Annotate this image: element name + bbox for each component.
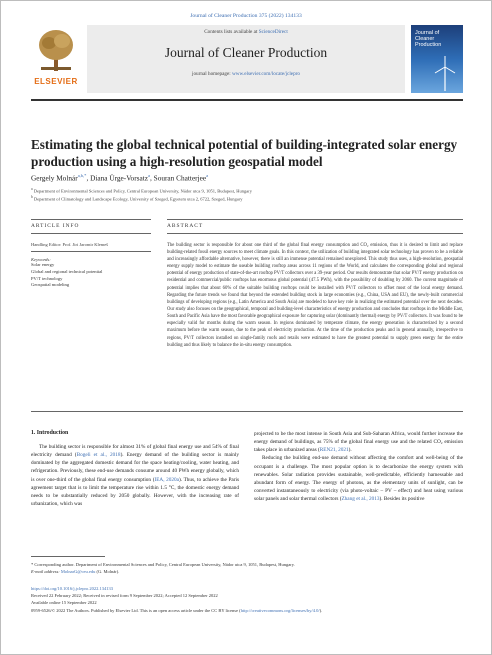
header-rule: [31, 99, 463, 101]
citation-link[interactable]: REN21, 2021: [319, 447, 349, 454]
license-text: 0959-6526/© 2022 The Authors. Published by Elsevier Ltd. This is an open access article under the CC BY license (: [31, 607, 241, 613]
citation-link[interactable]: Zhang et al., 2013: [341, 496, 380, 502]
author-marks[interactable]: a: [147, 173, 150, 178]
affiliations: [31, 187, 463, 204]
author-separator: ,: [86, 173, 91, 183]
paragraph-text: ). Besides its positive: [379, 496, 425, 502]
article-metadata: [31, 585, 463, 614]
doi-link[interactable]: https://doi.org/10.1016/j.jclepro.2022.134133: [31, 586, 114, 591]
intro-paragraph: [254, 454, 463, 503]
paragraph-text: The building sector is responsible for almost 31% of global final energy use and 54% of final electricity demand (: [31, 444, 239, 459]
journal-title: Journal of Cleaner Production: [164, 45, 328, 60]
abstract-rule: [167, 219, 463, 220]
email-label: E-mail address:: [31, 569, 61, 575]
keyword-item[interactable]: PV/T technology: [31, 275, 63, 281]
intro-paragraph: [31, 443, 239, 508]
received-dates: Received 22 February 2022; Received in revised form 9 September 2022; Accepted 12 September 2022: [31, 593, 218, 599]
contents-text: Contents lists available at: [204, 29, 259, 35]
author-marks[interactable]: a: [206, 173, 209, 178]
article-info-subrule: [31, 233, 151, 234]
introduction-heading: 1. Introduction: [31, 430, 69, 436]
citation-link[interactable]: Bogeli et al., 2018: [76, 452, 121, 459]
intro-left-column: [31, 430, 239, 508]
elsevier-tree-icon: [37, 27, 75, 73]
article-info-rule: [31, 219, 151, 220]
available-online: Available online 15 September 2022: [31, 600, 97, 606]
paragraph-text: Reducing the building end-use demand without affecting the comfort and well-being of the occupant is a challenge. The most popular option is to decarbonize the energy system with renewables. Solar radiation provides sustainable, well-predictable, efficiently harnessable and abundant form of energy. The energy of photons, as the elementary units of sunlight, can be converted instantaneously to electricity (via photo-voltaic – PV – effect) and heat using various solar panels and solar thermal collectors (: [254, 455, 463, 502]
affiliation-mark: a: [31, 187, 33, 191]
author-list: [31, 173, 208, 182]
abstract-subrule: [167, 233, 463, 234]
affiliation-text: Department of Environmental Sciences and Policy, Central European University, Nádor utca 9, 1051, Budapest, Hungary: [32, 188, 252, 194]
publisher-name: ELSEVIER: [34, 77, 78, 86]
sciencedirect-link[interactable]: ScienceDirect: [258, 29, 288, 35]
license-after: ).: [319, 607, 323, 613]
homepage-link[interactable]: www.elsevier.com/locate/jclepro: [232, 71, 300, 77]
email-link[interactable]: MolnarG@ceu.edu: [60, 569, 96, 575]
intro-right-column: [254, 430, 463, 503]
article-title: Estimating the global technical potential of building-integrated solar energy production using a high-resolution geospatial model: [31, 137, 458, 169]
abstract: [167, 223, 463, 349]
affiliation-mark: b: [31, 195, 33, 200]
cover-wind-turbine-icon: [433, 55, 457, 91]
paragraph-text: ).: [348, 447, 352, 454]
corresponding-author-note: * Corresponding author. Department of Environmental Sciences and Policy, Central European University, Nádor utca 9, 1051, Budapest, Hungary.: [31, 562, 295, 567]
keyword-item[interactable]: Geospatial modeling: [31, 282, 70, 288]
paragraph-text: ). Energy demand of the building sector is mainly dominated by the aggregated domestic demand for the space heating/cooling, water heating, and refrigeration. Previously, these end-use demands consume around 40 PWh energy globally, which is over one-third of the global final energy consumption (: [31, 452, 240, 483]
license-line: [31, 607, 463, 614]
article-info: [31, 223, 151, 289]
homepage-text: journal homepage:: [192, 71, 233, 77]
affiliation-item: [31, 187, 463, 195]
author-name[interactable]: Gergely Molnár: [31, 173, 78, 183]
keywords-label: Keywords:: [31, 257, 51, 263]
email-after: (G. Molnár).: [95, 569, 120, 575]
license-link[interactable]: http://creativecommons.org/licenses/by/4.0/: [240, 607, 320, 613]
journal-header: [31, 25, 463, 95]
homepage-line: [87, 71, 405, 77]
citation-link[interactable]: IEA, 2020a: [154, 476, 179, 483]
cover-title: Journal of Cleaner Production: [415, 30, 442, 48]
email-line: [31, 568, 463, 575]
author-separator: ,: [149, 173, 154, 183]
footnote: [31, 561, 463, 575]
author-marks[interactable]: a,b,*: [77, 173, 87, 178]
author-name[interactable]: Diana Ürge-Vorsatz: [90, 173, 148, 183]
contents-line: [87, 29, 405, 35]
keyword-item[interactable]: Solar energy: [31, 262, 55, 268]
journal-cover-image: [411, 25, 463, 93]
intro-paragraph: [254, 430, 463, 454]
author-name[interactable]: Souran Chatterjee: [153, 173, 207, 183]
keyword-item[interactable]: Global and regional technical potential: [31, 269, 103, 275]
elsevier-logo[interactable]: [31, 25, 81, 93]
footnote-rule: [31, 556, 105, 557]
abstract-heading: ABSTRACT: [167, 223, 204, 229]
paragraph-text: projected to be the most intense in South Asia and Sub-Saharan Africa, would further increase the energy demand of buildings, as 75% of the global final energy use and the related CO₂ emission takes place in urbanized areas (: [254, 431, 463, 454]
paragraph-text: ). Thus, to achieve the Paris agreement target that is to limit the temperature rise within 1.5 °C, the domestic energy demand needs to be substantially reduced by 2050 globally. However, with the increasing rate of urbanization, which was: [31, 476, 239, 507]
abstract-end-rule: [31, 411, 463, 412]
article-info-heading: ARTICLE INFO: [31, 223, 80, 229]
abstract-text: The building sector is responsible for about one third of the global final energy consumption and CO₂ emission, thus it is desired to limit and replace building-related fossil energy sources to meet climate goals. In this context, the utilization of building integrated solar technology has proven to be a reliable and increasingly affordable alternative, however, there is still an immense potential remained unexplored. This study thus uses, a high-resolution, geospatial energy supply model to estimate the useable building rooftop areas across 11 regions of the World, and calculates the corresponding global and regional potential of energy production of state-of-the-art rooftop PV/T collectors over a 39-year period. Our results demonstrate that solar PV/T energy production on residential and commercial/public rooftops has enormous global potential (47.5 PWh), with the possibility of doubling by 2060. The current magnitude of potential implies that about 60% of the suitable building rooftops could be installed with PV/T collectors to offset most of the local energy demand. Regarding the future trends we found that beyond the extended building stock in large economies (e.g., China, USA and EU), the newly-built commercial buildings of developing regions (e.g., Latin America and South Asia) are modeled to have key role in realizing the estimated potential over the next decades. Our study also focuses on the geographical, temporal and building-level characteristics of energy production and concludes that rooftops in the Middle East, South and Pacific Asia have the most favorable geographical exposure for capturing solar (dominantly thermal) energy by PV/T collectors. It was found to be especially valid for months during the warm season. In regions dominated by temperate climate, the energy generation is characterized by a second maximum before the warm season, due to the peak of electricity production. At the time of the production peaks and in general annually, irrespective to regions, PV/T collectors installed on single-family roofs and retails were estimated to have the greatest potential to supply green energy for the entire building and thus likely to balance the in-situ energy consumption.: [167, 242, 463, 348]
handling-editor: Handling Editor: Prof. Jiri Jaromir Klemeš: [31, 241, 108, 247]
journal-banner: [87, 25, 405, 93]
affiliation-item: [31, 195, 463, 203]
keywords-rule: [31, 251, 151, 252]
affiliation-text: Department of Climatology and Landscape Ecology, University of Szeged, Egyetem utca 2, 6722, Szeged, Hungary: [32, 196, 243, 202]
running-header[interactable]: Journal of Cleaner Production 375 (2022) 134133: [190, 13, 302, 19]
